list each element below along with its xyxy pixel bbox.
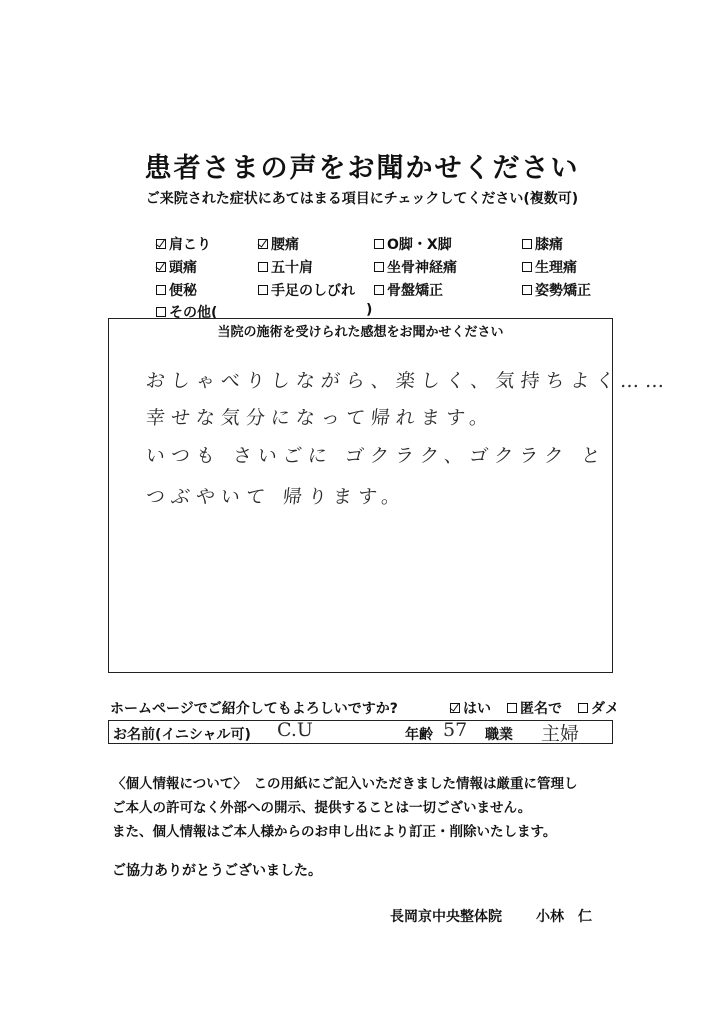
privacy-line: また、個人情報はご本人様からのお申し出により訂正・削除いたします。 (112, 824, 557, 840)
symptom-label: 五十肩 (271, 260, 313, 276)
homepage-option-anonymous[interactable] (507, 698, 562, 718)
checkbox-icon (522, 262, 532, 272)
symptom-label: 膝痛 (535, 237, 563, 253)
checkbox-icon (258, 239, 268, 249)
symptom-label: 坐骨神経痛 (387, 260, 457, 276)
homepage-option-label: はい (463, 701, 491, 717)
page-subtitle: ご来院された症状にあてはまる項目にチェックしてください(複数可) (145, 191, 579, 207)
symptom-label: 頭痛 (169, 260, 197, 276)
checkbox-icon (578, 703, 588, 713)
comment-line: 幸せな気分になって帰れます。 (144, 407, 496, 429)
checkbox-icon (522, 285, 532, 295)
symptom-checkbox-kotsuban[interactable] (374, 280, 443, 300)
symptom-checkbox-youtsuu[interactable] (258, 234, 299, 254)
checkbox-icon (522, 239, 532, 249)
symptom-label: 生理痛 (535, 260, 577, 276)
checkbox-icon (156, 307, 166, 317)
checkbox-icon (374, 262, 384, 272)
symptom-checkbox-gojuukata[interactable] (258, 257, 313, 277)
thanks-text: ご協力ありがとうございました。 (112, 863, 322, 879)
symptom-checkbox-zutsuu[interactable] (156, 257, 197, 277)
symptom-label: 便秘 (169, 283, 197, 299)
job-field[interactable]: 主婦 (541, 723, 580, 745)
symptom-label: その他( (169, 305, 218, 321)
checkbox-icon (156, 262, 166, 272)
checkbox-icon (156, 239, 166, 249)
comment-line: おしゃべりしながら、楽しく、気持ちよく…… (144, 370, 672, 392)
symptom-label: 姿勢矯正 (535, 283, 591, 299)
homepage-option-no[interactable] (578, 698, 619, 718)
symptom-label: 骨盤矯正 (387, 283, 443, 299)
checkbox-icon (258, 262, 268, 272)
symptom-label: 腰痛 (271, 237, 299, 253)
job-label: 職業 (485, 727, 513, 743)
checkbox-icon (507, 703, 517, 713)
symptom-checkbox-shisei[interactable] (522, 280, 591, 300)
age-label: 年齢 (405, 727, 433, 743)
age-field[interactable]: 57 (443, 719, 468, 741)
symptom-checkbox-seiritsuu[interactable] (522, 257, 577, 277)
privacy-line: ご本人の許可なく外部への開示、提供することは一切ございません。 (112, 800, 532, 816)
checkbox-icon (374, 285, 384, 295)
clinic-name: 長岡京中央整体院 (390, 909, 502, 925)
symptom-checkbox-o-x-kyaku[interactable] (374, 234, 452, 254)
other-close-paren: ) (366, 302, 373, 318)
symptom-checkbox-benpi[interactable] (156, 280, 197, 300)
symptom-checkbox-shibire[interactable] (258, 280, 355, 300)
homepage-option-label: 匿名で (520, 701, 562, 717)
homepage-question: ホームページでご紹介してもよろしいですか? (110, 701, 398, 717)
checkbox-icon (374, 239, 384, 249)
symptom-checkbox-katakori[interactable] (156, 234, 211, 254)
name-row (108, 720, 613, 744)
symptom-label: 肩こり (169, 237, 211, 253)
homepage-question-row (110, 698, 398, 718)
symptom-label: O脚・X脚 (387, 237, 452, 253)
checkbox-icon (450, 703, 460, 713)
checkbox-icon (156, 285, 166, 295)
name-label: お名前(イニシャル可) (113, 727, 251, 743)
name-field[interactable]: C.U (277, 719, 313, 741)
privacy-line: 〈個人情報について〉 この用紙にご記入いただきました情報は厳重に管理し (112, 776, 578, 792)
homepage-option-yes[interactable] (450, 698, 491, 718)
symptom-label: 手足のしびれ (271, 283, 355, 299)
comment-heading: 当院の施術を受けられた感想をお聞かせください (217, 325, 504, 340)
checkbox-icon (258, 285, 268, 295)
symptom-checkbox-zakotsu[interactable] (374, 257, 457, 277)
symptom-checkbox-hizatsuu[interactable] (522, 234, 563, 254)
page-title: 患者さまの声をお聞かせください (144, 153, 580, 184)
comment-line: いつも さいごに ゴクラク、ゴクラク と (144, 445, 608, 467)
director-name: 小林 仁 (536, 909, 592, 925)
comment-line: つぶやいて 帰ります。 (144, 486, 408, 508)
homepage-option-label: ダメ (591, 701, 619, 717)
